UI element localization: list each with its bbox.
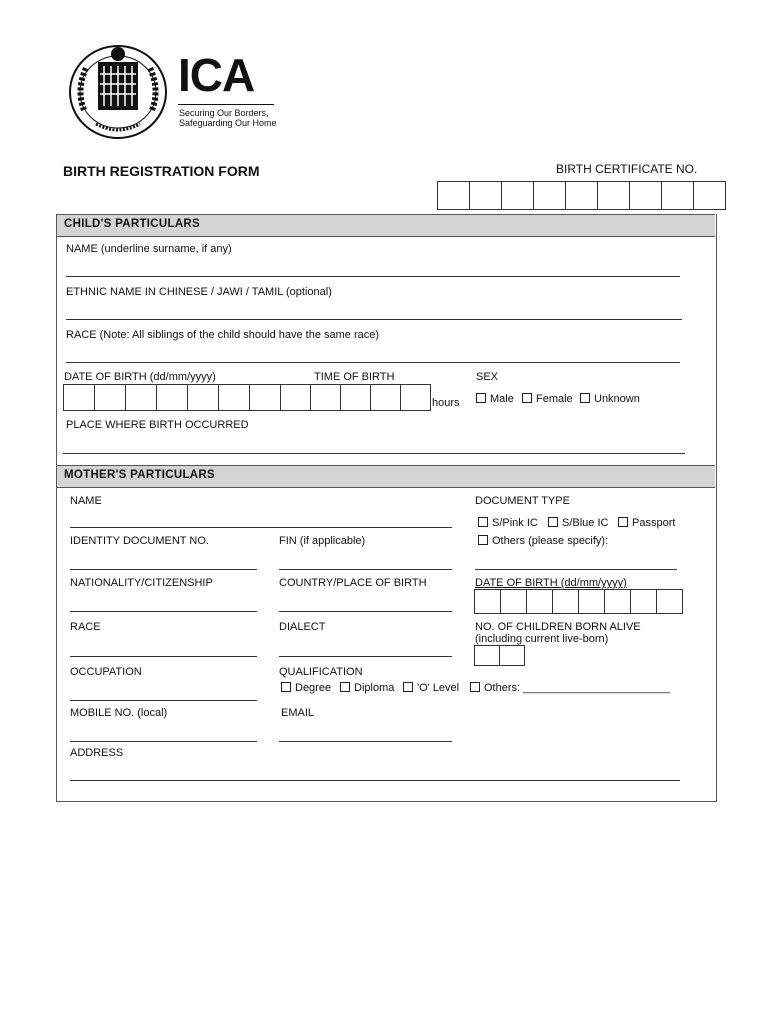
checkbox-icon[interactable]	[470, 682, 480, 692]
identity-doc-label: IDENTITY DOCUMENT NO.	[70, 535, 209, 547]
birth-certificate-label: BIRTH CERTIFICATE NO.	[556, 162, 698, 176]
mother-name-label: NAME	[70, 495, 102, 507]
email-field[interactable]	[279, 741, 452, 742]
qual-o-level-label: 'O' Level	[417, 682, 460, 694]
mother-name-field[interactable]	[70, 527, 452, 528]
mother-dob-label: DATE OF BIRTH (dd/mm/yyyy)	[475, 577, 627, 589]
doc-others-field[interactable]	[475, 569, 677, 570]
address-field[interactable]	[70, 780, 680, 781]
qual-diploma-option[interactable]	[340, 682, 394, 694]
sex-unknown-label: Unknown	[594, 393, 640, 405]
mobile-label: MOBILE NO. (local)	[70, 707, 168, 719]
children-born-alive-label: NO. OF CHILDREN BORN ALIVE	[475, 621, 641, 633]
nationality-field[interactable]	[70, 611, 257, 612]
qual-others-option[interactable]	[470, 682, 670, 694]
form-title: BIRTH REGISTRATION FORM	[63, 163, 260, 179]
child-dob-boxes[interactable]	[63, 384, 312, 411]
mother-section-title: MOTHER'S PARTICULARS	[64, 469, 215, 481]
children-born-alive-boxes[interactable]	[474, 645, 525, 666]
doc-pink-ic-option[interactable]	[478, 517, 538, 529]
checkbox-icon[interactable]	[476, 393, 486, 403]
mobile-field[interactable]	[70, 741, 257, 742]
child-tob-boxes[interactable]	[310, 384, 431, 411]
checkbox-icon[interactable]	[548, 517, 558, 527]
doc-blue-ic-label: S/Blue IC	[562, 517, 609, 529]
place-of-birth-label: PLACE WHERE BIRTH OCCURRED	[66, 419, 249, 431]
logo-text: ICA	[178, 49, 255, 101]
logo-tagline-2: Safeguarding Our Home	[179, 118, 277, 128]
qual-diploma-label: Diploma	[354, 682, 395, 694]
mother-dob-boxes[interactable]	[474, 589, 683, 614]
ica-logo	[66, 40, 281, 140]
doc-blue-ic-option[interactable]	[548, 517, 608, 529]
qual-o-level-option[interactable]	[403, 682, 459, 694]
qual-others-label: Others: ________________________	[484, 682, 670, 694]
child-name-label: NAME (underline surname, if any)	[66, 243, 232, 255]
hours-label: hours	[432, 397, 460, 409]
email-label: EMAIL	[281, 707, 315, 719]
dialect-field[interactable]	[279, 656, 452, 657]
address-label: ADDRESS	[70, 747, 124, 759]
birth-certificate-boxes[interactable]	[437, 181, 726, 210]
child-race-field[interactable]	[66, 362, 680, 363]
checkbox-icon[interactable]	[281, 682, 291, 692]
doc-passport-label: Passport	[632, 517, 676, 529]
qual-degree-label: Degree	[295, 682, 332, 694]
logo-tagline-1: Securing Our Borders,	[179, 108, 269, 118]
children-born-alive-sublabel: (including current live-born)	[475, 633, 609, 645]
sex-male-option[interactable]	[476, 393, 514, 405]
checkbox-icon[interactable]	[403, 682, 413, 692]
child-dob-label: DATE OF BIRTH (dd/mm/yyyy)	[64, 371, 216, 383]
sex-female-label: Female	[536, 393, 573, 405]
doc-others-option[interactable]	[478, 535, 608, 547]
checkbox-icon[interactable]	[340, 682, 350, 692]
fin-field[interactable]	[279, 569, 452, 570]
qualification-label: QUALIFICATION	[279, 666, 363, 678]
doc-passport-option[interactable]	[618, 517, 675, 529]
checkbox-icon[interactable]	[618, 517, 628, 527]
place-of-birth-field[interactable]	[63, 453, 685, 454]
child-sex-label: SEX	[476, 371, 499, 383]
child-ethnic-name-field[interactable]	[66, 319, 682, 320]
mother-section-header	[57, 465, 715, 488]
sex-female-option[interactable]	[522, 393, 573, 405]
document-type-label: DOCUMENT TYPE	[475, 495, 570, 507]
child-section-title: CHILD'S PARTICULARS	[64, 218, 200, 230]
child-race-label: RACE (Note: All siblings of the child should have the same race)	[66, 329, 380, 341]
sex-male-label: Male	[490, 393, 514, 405]
child-ethnic-name-label: ETHNIC NAME IN CHINESE / JAWI / TAMIL (optional)	[66, 286, 332, 298]
country-of-birth-label: COUNTRY/PLACE OF BIRTH	[279, 577, 427, 589]
mother-race-field[interactable]	[70, 656, 257, 657]
ica-crest-icon	[66, 40, 170, 140]
country-of-birth-field[interactable]	[279, 611, 452, 612]
checkbox-icon[interactable]	[478, 517, 488, 527]
qual-degree-option[interactable]	[281, 682, 331, 694]
dialect-label: DIALECT	[279, 621, 326, 633]
child-name-field[interactable]	[66, 276, 680, 277]
child-tob-label: TIME OF BIRTH	[314, 371, 395, 383]
mother-race-label: RACE	[70, 621, 101, 633]
fin-label: FIN (if applicable)	[279, 535, 366, 547]
checkbox-icon[interactable]	[478, 535, 488, 545]
occupation-field[interactable]	[70, 700, 257, 701]
identity-doc-field[interactable]	[70, 569, 257, 570]
sex-unknown-option[interactable]	[580, 393, 640, 405]
doc-others-label: Others (please specify):	[492, 535, 609, 547]
checkbox-icon[interactable]	[522, 393, 532, 403]
checkbox-icon[interactable]	[580, 393, 590, 403]
nationality-label: NATIONALITY/CITIZENSHIP	[70, 577, 213, 589]
occupation-label: OCCUPATION	[70, 666, 142, 678]
doc-pink-ic-label: S/Pink IC	[492, 517, 538, 529]
child-section-header	[57, 214, 715, 237]
